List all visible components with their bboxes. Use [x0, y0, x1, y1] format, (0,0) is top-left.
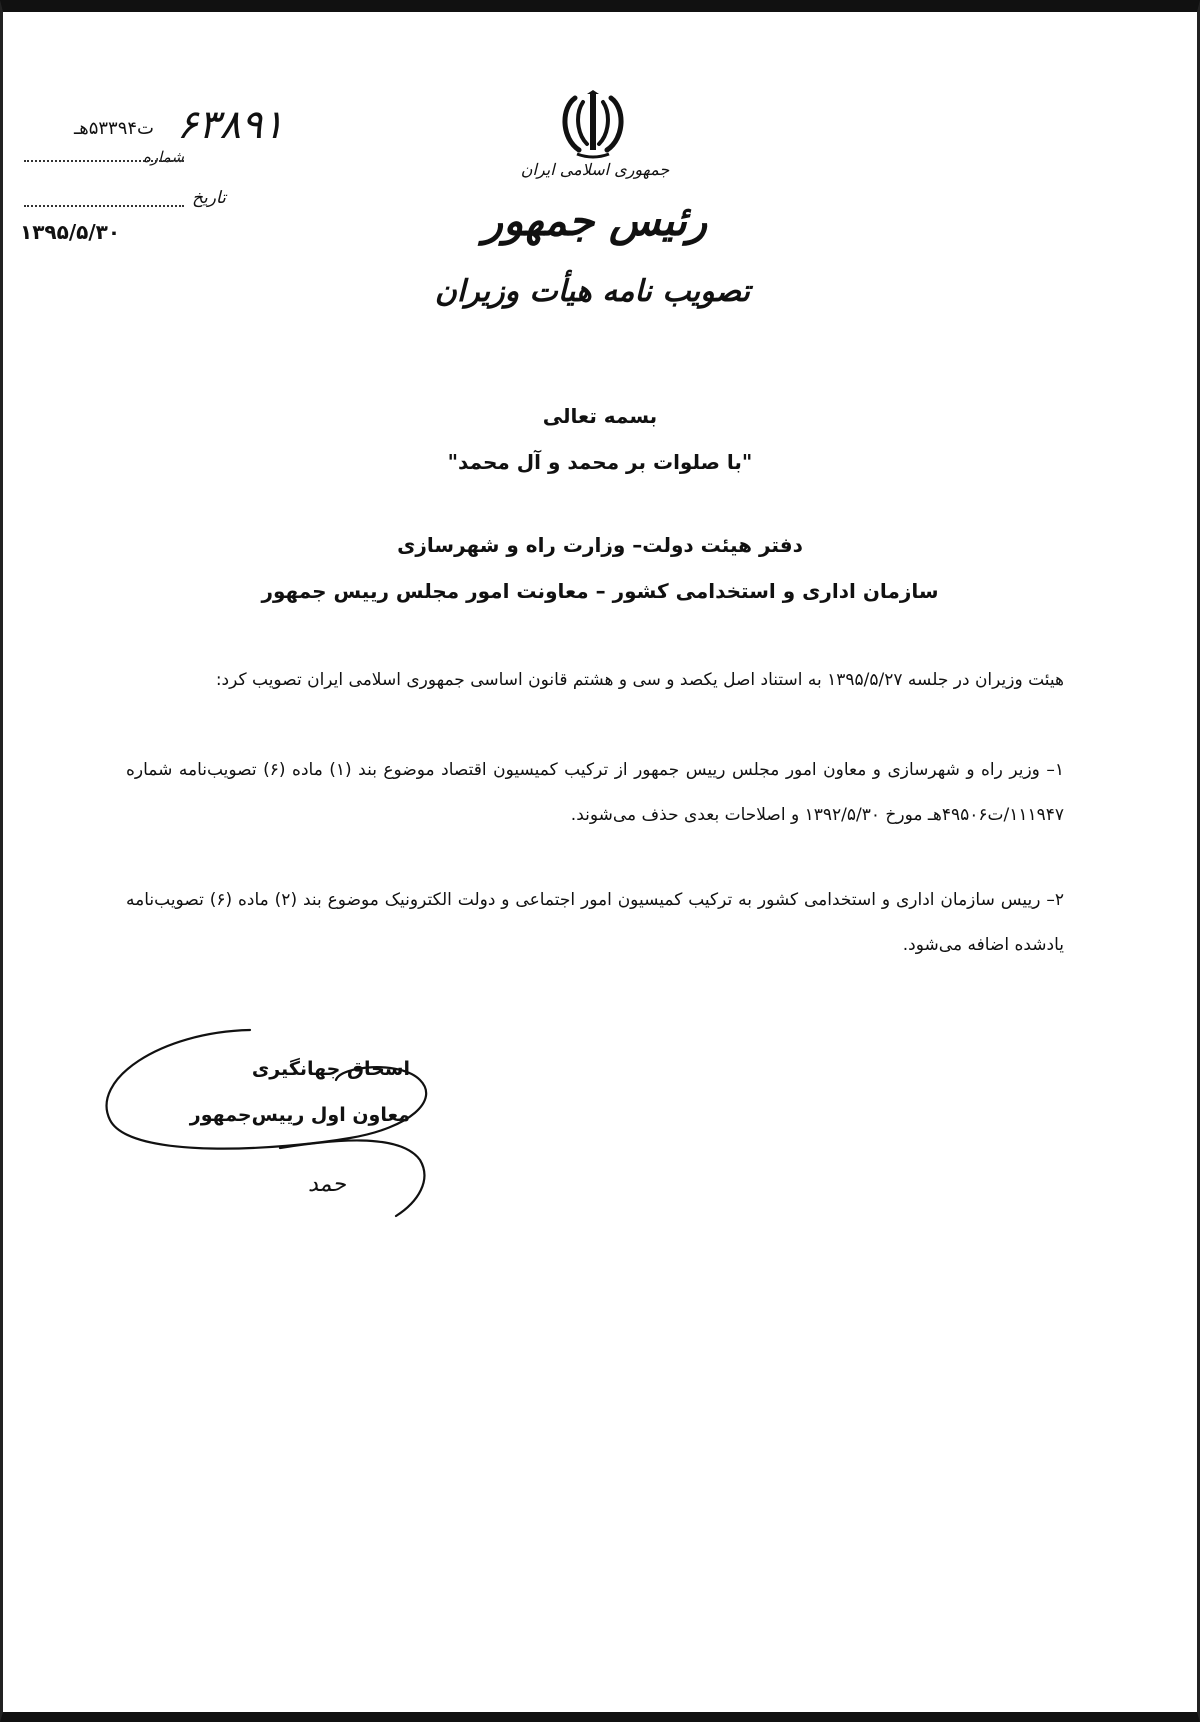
iran-emblem-icon — [553, 90, 633, 160]
signatory-title: معاون اول رییس‌جمهور — [189, 1104, 410, 1126]
reference-block — [14, 102, 284, 248]
body-intro: هیئت وزیران در جلسه ۱۳۹۵/۵/۲۷ به استناد اصل یکصد و سی و هشتم قانون اساسی جمهوری اسلامی ایران تصویب کرد: — [215, 670, 1064, 690]
reference-date-underline — [24, 205, 184, 207]
reference-date-label: تاریخ — [192, 188, 226, 208]
signatory-name: اسحاق جهانگیری — [251, 1058, 410, 1080]
addressee-line-2: سازمان اداری و استخدامی کشور – معاونت امور مجلس رییس جمهور — [261, 579, 939, 603]
salawat: "با صلوات بر محمد و آل محمد" — [447, 450, 753, 474]
signature-initial: حمد — [308, 1172, 346, 1197]
reference-number-underline — [24, 160, 184, 162]
reference-number-large: ۶۳۸۹۱ — [176, 102, 284, 148]
letterhead-cabinet: تصویب نامه هیأت وزیران — [434, 274, 750, 309]
body-item-1: ۱– وزیر راه و شهرسازی و معاون امور مجلس رییس جمهور از ترکیب کمیسیون اقتصاد موضوع بند (۱) ماده (۶) تصویب‌نامه شماره ۱۱۱۹۴۷/ت۴۹۵۰۶هـ مورخ ۱۳۹۲/۵/۳۰ و اصلاحات بعدی حذف می‌شوند. — [126, 760, 1064, 825]
body-item-2: ۲– رییس سازمان اداری و استخدامی کشور به ترکیب کمیسیون امور اجتماعی و دولت الکترونیک موضوع بند (۲) ماده (۶) تصویب‌نامه یادشده اضافه می‌شود. — [126, 890, 1064, 955]
addressee-line-1: دفتر هیئت دولت– وزارت راه و شهرسازی — [397, 533, 803, 557]
reference-number-small: ت۵۳۳۹۴هـ — [73, 118, 154, 139]
letterhead-republic: جمهوری اسلامی ایران — [520, 160, 670, 179]
reference-number-label: شماره — [143, 148, 184, 166]
basmala: بسمه تعالی — [542, 404, 658, 428]
letterhead-office: رئیس جمهور — [482, 196, 708, 245]
reference-date: ۱۳۹۵/۵/۳۰ — [20, 220, 121, 244]
